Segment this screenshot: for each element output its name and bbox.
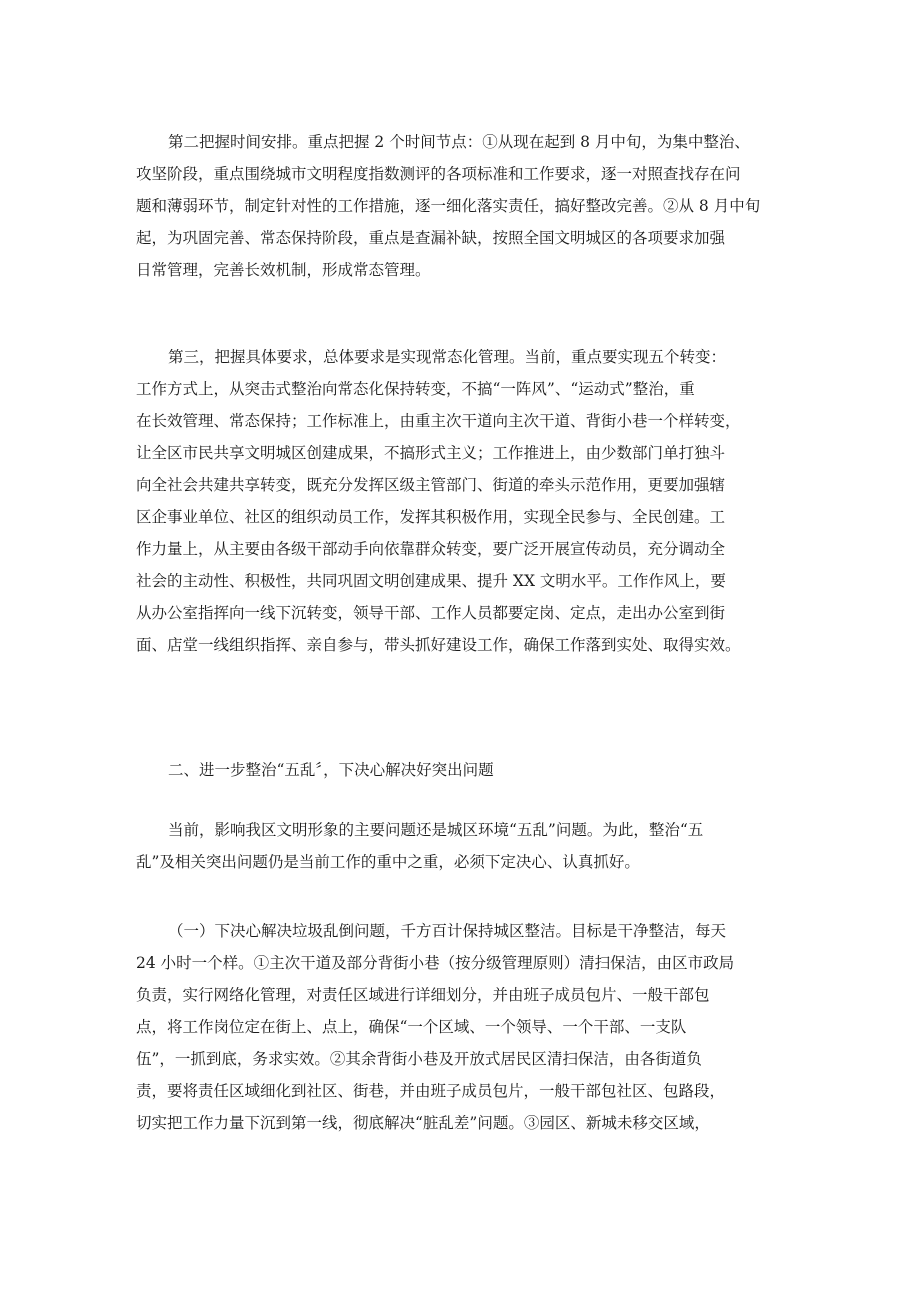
text-line: 第二把握时间安排。重点把握 2 个时间节点：①从现在起到 8 月中旬，为集中整治、 [168, 133, 750, 151]
section-heading-text: 二、进一步整治“五乱〞，下决心解决好突出问题 [168, 761, 494, 779]
text-line: 日常管理，完善长效机制，形成常态管理。 [136, 261, 431, 279]
text-line: 向全社会共建共享转变，既充分发挥区级主管部门、街道的牵头示范作用，更要加强辖 [136, 476, 726, 494]
paragraph-time-schedule [136, 126, 786, 286]
text-line: 社会的主动性、积极性，共同巩固文明创建成果、提升 XX 文明水平。工作作风上，要 [136, 572, 726, 590]
text-line: 区企事业单位、社区的组织动员工作，发挥其积极作用，实现全民参与、全民创建。工 [136, 508, 726, 526]
text-line: 从办公室指挥向一线下沉转变，领导干部、工作人员都要定岗、定点，走出办公室到街 [136, 604, 726, 622]
paragraph-garbage-dumping [136, 915, 786, 1139]
text-line: 点，将工作岗位定在街上、点上，确保“一个区域、一个领导、一个干部、一支队 [136, 1018, 687, 1036]
paragraph-specific-requirements [136, 341, 786, 661]
section-heading [136, 754, 786, 786]
text-line: 题和薄弱环节，制定针对性的工作措施，逐一细化落实责任，搞好整改完善。②从 8 月中旬 [136, 197, 761, 215]
text-line: 责，要将责任区域细化到社区、街巷，并由班子成员包片，一般干部包社区、包路段， [136, 1082, 726, 1100]
text-line: 工作方式上，从突击式整治向常态化保持转变，不搞“一阵风”、“运动式”整治，重 [136, 380, 695, 398]
text-line: 24 小时一个样。①主次干道及部分背街小巷（按分级管理原则）清扫保洁，由区市政局 [136, 954, 735, 972]
text-line: 当前，影响我区文明形象的主要问题还是城区环境“五乱”问题。为此，整治“五 [168, 821, 704, 839]
text-line: 切实把工作力量下沉到第一线，彻底解决“脏乱差”问题。③园区、新城未移交区域， [136, 1114, 710, 1132]
paragraph-current-problems [136, 814, 786, 878]
text-line: 乱”及相关突出问题仍是当前工作的重中之重，必须下定决心、认真抓好。 [136, 853, 640, 871]
text-line: 第三，把握具体要求，总体要求是实现常态化管理。当前，重点要实现五个转变： [168, 348, 727, 366]
text-line: 伍”，一抓到底，务求实效。②其余背街小巷及开放式居民区清扫保洁，由各街道负 [136, 1050, 702, 1068]
text-line: 让全区市民共享文明城区创建成果，不搞形式主义；工作推进上，由少数部门单打独斗 [136, 444, 726, 462]
text-line: 攻坚阶段，重点围绕城市文明程度指数测评的各项标准和工作要求，逐一对照查找存在问 [136, 165, 741, 183]
text-line: 面、店堂一线组织指挥、亲自参与，带头抓好建设工作，确保工作落到实处、取得实效。 [136, 636, 741, 654]
text-line: 作力量上，从主要由各级干部动手向依靠群众转变，要广泛开展宣传动员，充分调动全 [136, 540, 726, 558]
text-line: （一）下决心解决垃圾乱倒问题，千方百计保持城区整洁。目标是干净整洁，每天 [168, 922, 727, 940]
text-line: 在长效管理、常态保持；工作标准上，由重主次干道向主次干道、背街小巷一个样转变， [136, 412, 741, 430]
text-line: 起，为巩固完善、常态保持阶段，重点是查漏补缺，按照全国文明城区的各项要求加强 [136, 229, 726, 247]
text-line: 负责，实行网络化管理，对责任区域进行详细划分，并由班子成员包片、一般干部包 [136, 986, 710, 1004]
